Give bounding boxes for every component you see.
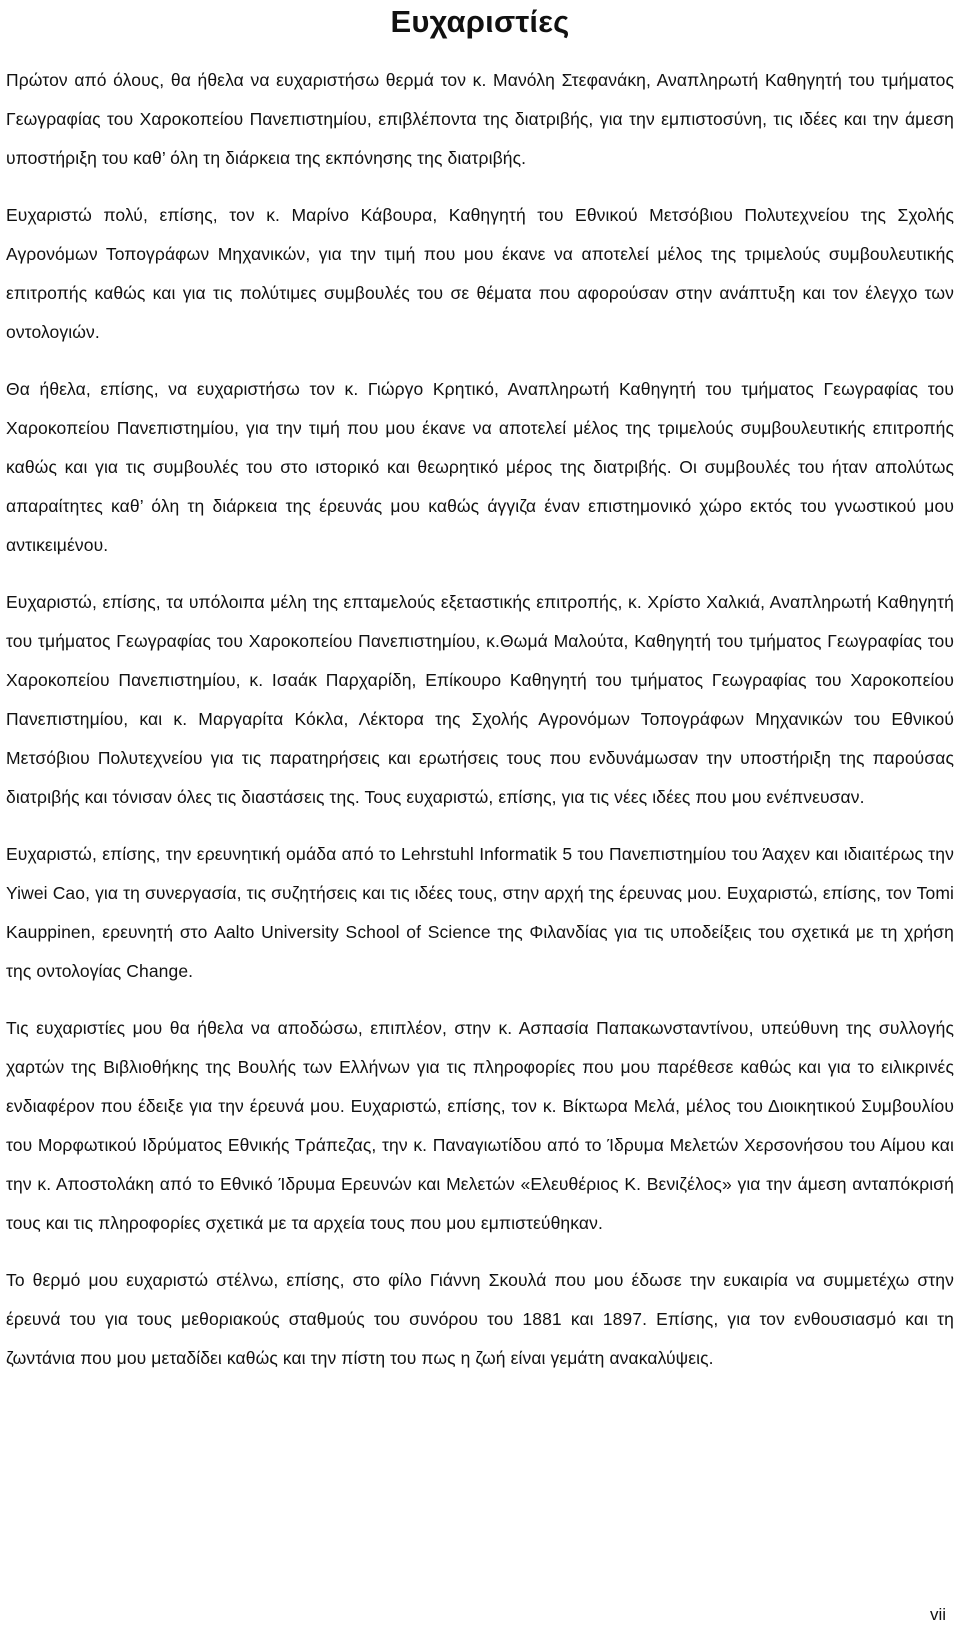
paragraph-committee-member-1: Ευχαριστώ πολύ, επίσης, τον κ. Μαρίνο Κάβουρα, Καθηγητή του Εθνικού Μετσόβιου Πολυτεχνείου της Σχολής Αγρονόμων Τοπογράφων Μηχανικών, για την τιμή που μου έκανε να αποτελεί μέλος της τριμελούς συμβουλευτικής επιτροπής καθώς και για τις πολύτιμες συμβουλές του σε θέματα που αφορούσαν στην ανάπτυξη και τον έλεγχο των οντολογιών. bbox=[6, 205, 954, 342]
paragraph-supervisor: Πρώτον από όλους, θα ήθελα να ευχαριστήσω θερμά τον κ. Μανόλη Στεφανάκη, Αναπληρωτή Καθηγητή του τμήματος Γεωγραφίας του Χαροκοπείου Πανεπιστημίου, επιβλέποντα της διατριβής, για την εμπιστοσύνη, τις ιδέες και την άμεση υποστήριξη του καθ’ όλη τη διάρκεια της εκπόνησης της διατριβής. bbox=[6, 70, 954, 168]
paragraph-archives: Τις ευχαριστίες μου θα ήθελα να αποδώσω, επιπλέον, στην κ. Ασπασία Παπακωνσταντίνου, υπεύθυνη της συλλογής χαρτών της Βιβλιοθήκης της Βουλής των Ελλήνων για τις πληροφορίες που μου παρέθεσε καθώς και για το ειλικρινές ενδιαφέρον που έδειξε για την έρευνά μου. Ευχαριστώ, επίσης, τον κ. Βίκτωρα Μελά, μέλος του Διοικητικού Συμβουλίου του Μορφωτικού Ιδρύματος Εθνικής Τράπεζας, την κ. Παναγιωτίδου από το Ίδρυμα Μελετών Χερσονήσου του Αίμου και την κ. Αποστολάκη από το Εθνικό Ίδρυμα Ερευνών και Μελετών «Ελευθέριος Κ. Βενιζέλος» για την άμεση ανταπόκρισή τους και τις πληροφορίες σχετικά με τα αρχεία τους που μου εμπιστεύθηκαν. bbox=[6, 1018, 954, 1233]
paragraph-committee-member-2: Θα ήθελα, επίσης, να ευχαριστήσω τον κ. Γιώργο Κρητικό, Αναπληρωτή Καθηγητή του τμήματος Γεωγραφίας του Χαροκοπείου Πανεπιστημίου, για την τιμή που μου έκανε να αποτελεί μέλος της τριμελούς συμβουλευτικής επιτροπής καθώς και για τις συμβουλές του στο ιστορικό και θεωρητικό μέρος της διατριβής. Οι συμβουλές του ήταν απολύτως απαραίτητες καθ’ όλη τη διάρκεια της έρευνάς μου καθώς άγγιζα έναν επιστημονικό χώρο εκτός του γνωστικού μου αντικειμένου. bbox=[6, 379, 954, 555]
paragraph-examination-committee: Ευχαριστώ, επίσης, τα υπόλοιπα μέλη της επταμελούς εξεταστικής επιτροπής, κ. Χρίστο Χαλκιά, Αναπληρωτή Καθηγητή του τμήματος Γεωγραφίας του Χαροκοπείου Πανεπιστημίου, κ.Θωμά Μαλούτα, Καθηγητή του τμήματος Γεωγραφίας του Χαροκοπείου Πανεπιστημίου, κ. Ισαάκ Παρχαρίδη, Επίκουρο Καθηγητή του τμήματος Γεωγραφίας του Χαροκοπείου Πανεπιστημίου, και κ. Μαργαρίτα Κόκλα, Λέκτορα της Σχολής Αγρονόμων Τοπογράφων Μηχανικών του Εθνικού Μετσόβιου Πολυτεχνείου για τις παρατηρήσεις και ερωτήσεις τους που ενδυνάμωσαν την υποστήριξη της παρούσας διατριβής και τόνισαν όλες τις διαστάσεις της. Τους ευχαριστώ, επίσης, για τις νέες ιδέες που μου ενέπνευσαν. bbox=[6, 592, 954, 807]
paragraph-research-group: Ευχαριστώ, επίσης, την ερευνητική ομάδα από το Lehrstuhl Informatik 5 του Πανεπιστημίου του Άαχεν και ιδιαιτέρως την Yiwei Cao, για τη συνεργασία, τις συζητήσεις και τις ιδέες τους, στην αρχή της έρευνας μου. Ευχαριστώ, επίσης, τον Tomi Kauppinen, ερευνητή στο Aalto University School of Science της Φιλανδίας για τις υποδείξεις του σχετικά με τη χρήση της οντολογίας Change. bbox=[6, 844, 954, 981]
document-page bbox=[6, 0, 954, 1643]
page-number: vii bbox=[929, 1605, 946, 1624]
paragraph-friend: Το θερμό μου ευχαριστώ στέλνω, επίσης, στο φίλο Γιάννη Σκουλά που μου έδωσε την ευκαιρία να συμμετέχω στην έρευνά του για τους μεθοριακούς σταθμούς του συνόρου του 1881 και 1897. Επίσης, για τον ενθουσιασμό και τη ζωντάνια που μου μεταδίδει καθώς και την πίστη του πως η ζωή είναι γεμάτη ανακαλύψεις. bbox=[6, 1270, 954, 1368]
page-title: Ευχαριστίες bbox=[390, 4, 570, 39]
